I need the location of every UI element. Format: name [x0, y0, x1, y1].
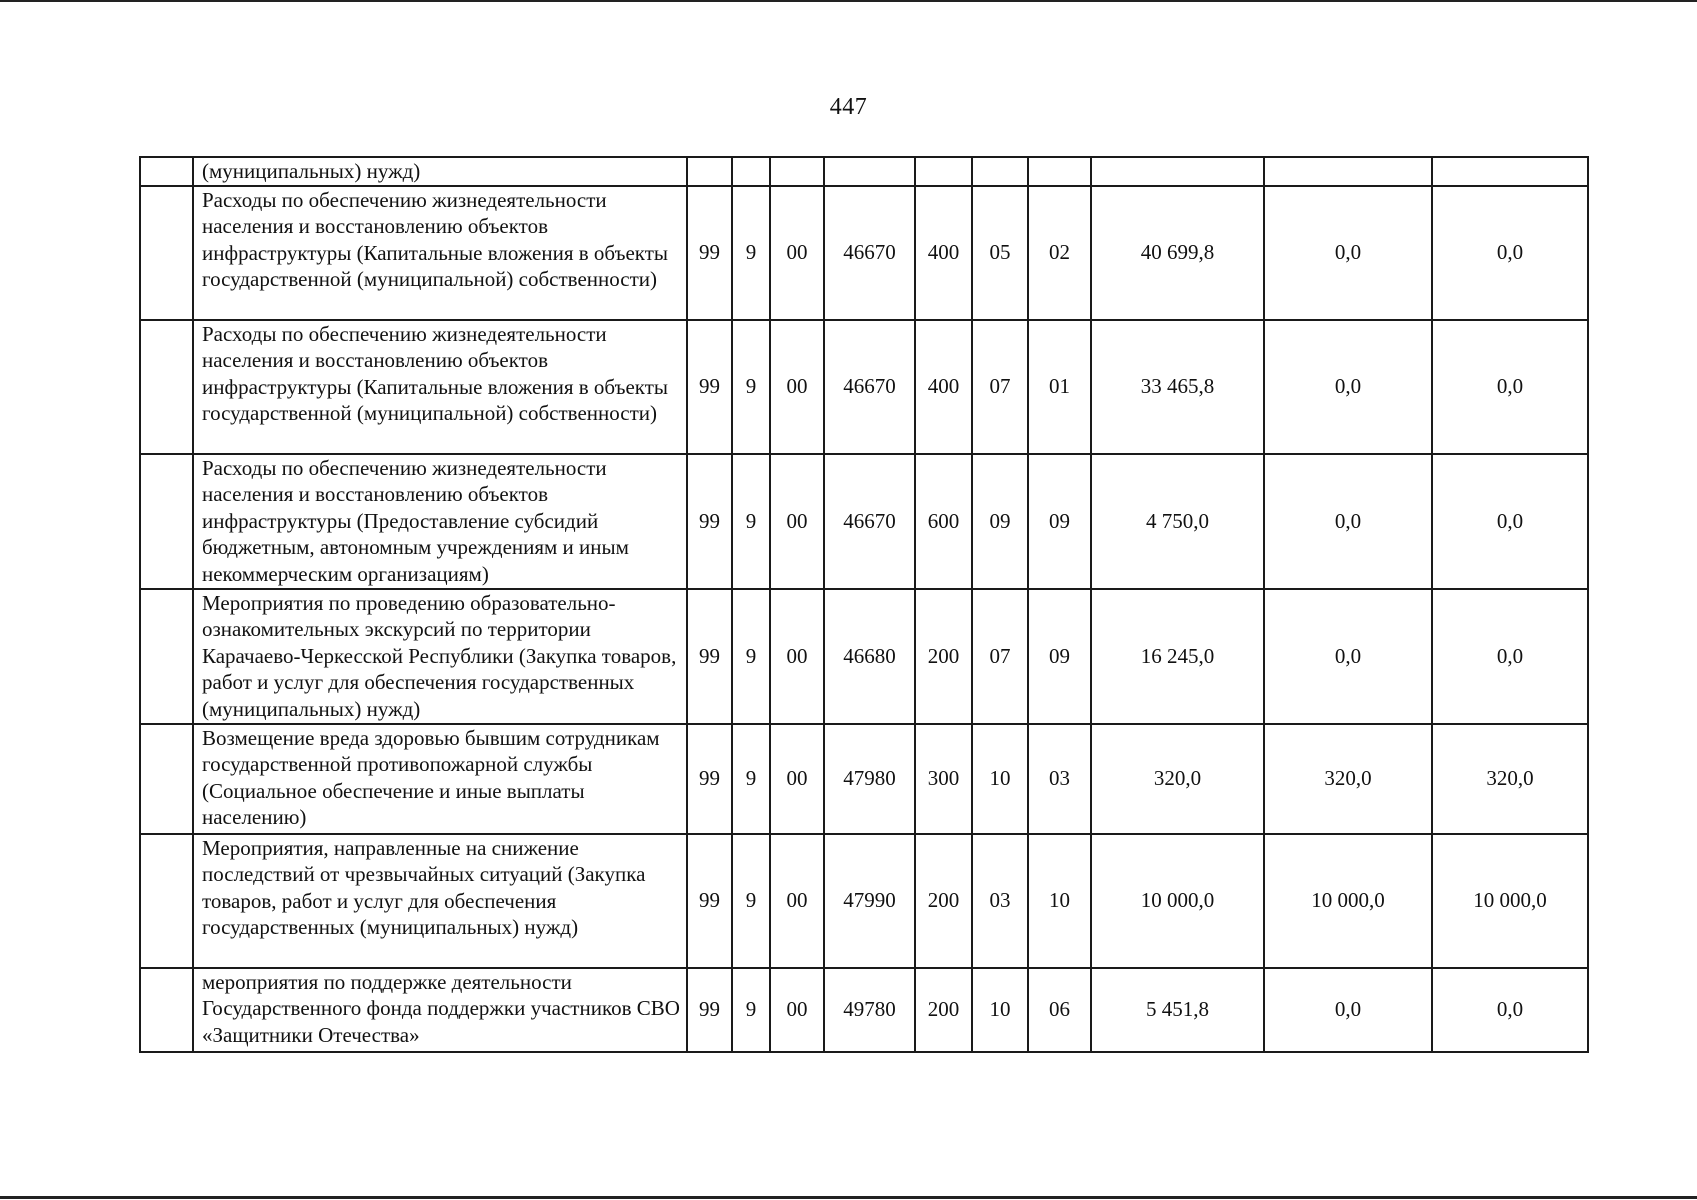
table-row — [140, 454, 1588, 589]
amount-cell: 320,0 — [1091, 724, 1264, 834]
amount-cell — [1264, 157, 1432, 186]
amount-cell: 320,0 — [1432, 724, 1588, 834]
table-row — [140, 724, 1588, 834]
code-cell: 47990 — [824, 834, 915, 968]
row-description: (муниципальных) нужд) — [193, 157, 687, 186]
table-row — [140, 589, 1588, 724]
code-cell: 09 — [972, 454, 1028, 589]
code-cell: 06 — [1028, 968, 1091, 1052]
code-cell: 99 — [687, 454, 732, 589]
code-cell: 03 — [972, 834, 1028, 968]
code-cell: 49780 — [824, 968, 915, 1052]
code-cell: 9 — [732, 968, 770, 1052]
budget-table — [139, 156, 1589, 1053]
code-cell: 400 — [915, 186, 972, 320]
amount-cell: 0,0 — [1432, 186, 1588, 320]
code-cell: 99 — [687, 589, 732, 724]
code-cell — [915, 157, 972, 186]
code-cell: 200 — [915, 968, 972, 1052]
code-cell: 10 — [972, 724, 1028, 834]
amount-cell — [1091, 157, 1264, 186]
row-description: Возмещение вреда здоровью бывшим сотрудникам государственной противопожарной службы (Социальное обеспечение и иные выплаты населению) — [193, 724, 687, 834]
amount-cell: 40 699,8 — [1091, 186, 1264, 320]
row-index-cell — [140, 157, 193, 186]
amount-cell: 0,0 — [1264, 454, 1432, 589]
code-cell: 99 — [687, 320, 732, 454]
code-cell: 200 — [915, 834, 972, 968]
code-cell: 46680 — [824, 589, 915, 724]
row-description: Расходы по обеспечению жизнедеятельности населения и восстановлению объектов инфраструктуры (Капитальные вложения в объекты государственной (муниципальной) собственности) — [193, 320, 687, 454]
code-cell: 00 — [770, 320, 824, 454]
code-cell: 00 — [770, 186, 824, 320]
code-cell: 10 — [1028, 834, 1091, 968]
row-index-cell — [140, 724, 193, 834]
amount-cell: 0,0 — [1432, 454, 1588, 589]
code-cell: 99 — [687, 968, 732, 1052]
code-cell: 9 — [732, 589, 770, 724]
table-row — [140, 186, 1588, 320]
amount-cell — [1432, 157, 1588, 186]
code-cell: 00 — [770, 589, 824, 724]
scan-edge-bottom — [0, 1196, 1697, 1199]
table-row — [140, 157, 1588, 186]
amount-cell: 320,0 — [1264, 724, 1432, 834]
scan-edge-top — [0, 0, 1697, 2]
table-row — [140, 968, 1588, 1052]
row-index-cell — [140, 589, 193, 724]
code-cell: 600 — [915, 454, 972, 589]
code-cell: 9 — [732, 186, 770, 320]
code-cell: 01 — [1028, 320, 1091, 454]
amount-cell: 10 000,0 — [1432, 834, 1588, 968]
code-cell: 00 — [770, 834, 824, 968]
row-description: Расходы по обеспечению жизнедеятельности населения и восстановлению объектов инфраструктуры (Предоставление субсидий бюджетным, автономным учреждениям и иным некоммерческим организациям) — [193, 454, 687, 589]
code-cell: 9 — [732, 320, 770, 454]
code-cell — [972, 157, 1028, 186]
row-description: мероприятия по поддержке деятельности Государственного фонда поддержки участников СВО «Защитники Отечества» — [193, 968, 687, 1052]
amount-cell: 0,0 — [1432, 968, 1588, 1052]
row-index-cell — [140, 968, 193, 1052]
amount-cell: 10 000,0 — [1264, 834, 1432, 968]
amount-cell: 0,0 — [1264, 968, 1432, 1052]
amount-cell: 10 000,0 — [1091, 834, 1264, 968]
code-cell: 300 — [915, 724, 972, 834]
code-cell: 9 — [732, 724, 770, 834]
code-cell: 09 — [1028, 589, 1091, 724]
row-index-cell — [140, 834, 193, 968]
code-cell — [732, 157, 770, 186]
code-cell: 02 — [1028, 186, 1091, 320]
code-cell — [824, 157, 915, 186]
code-cell: 09 — [1028, 454, 1091, 589]
amount-cell: 0,0 — [1432, 320, 1588, 454]
amount-cell: 0,0 — [1264, 320, 1432, 454]
amount-cell: 0,0 — [1432, 589, 1588, 724]
code-cell — [770, 157, 824, 186]
table-body — [140, 157, 1588, 1052]
amount-cell: 0,0 — [1264, 186, 1432, 320]
amount-cell: 0,0 — [1264, 589, 1432, 724]
code-cell — [1028, 157, 1091, 186]
amount-cell: 5 451,8 — [1091, 968, 1264, 1052]
code-cell: 07 — [972, 320, 1028, 454]
table-row — [140, 320, 1588, 454]
code-cell: 47980 — [824, 724, 915, 834]
page-number: 447 — [829, 94, 868, 120]
row-index-cell — [140, 454, 193, 589]
code-cell: 99 — [687, 834, 732, 968]
code-cell: 46670 — [824, 454, 915, 589]
row-index-cell — [140, 186, 193, 320]
code-cell: 9 — [732, 454, 770, 589]
code-cell: 200 — [915, 589, 972, 724]
code-cell: 00 — [770, 724, 824, 834]
row-description: Расходы по обеспечению жизнедеятельности населения и восстановлению объектов инфраструктуры (Капитальные вложения в объекты государственной (муниципальной) собственности) — [193, 186, 687, 320]
code-cell: 46670 — [824, 186, 915, 320]
amount-cell: 33 465,8 — [1091, 320, 1264, 454]
row-description: Мероприятия, направленные на снижение последствий от чрезвычайных ситуаций (Закупка товаров, работ и услуг для обеспечения государственных (муниципальных) нужд) — [193, 834, 687, 968]
code-cell: 07 — [972, 589, 1028, 724]
code-cell: 99 — [687, 186, 732, 320]
amount-cell: 16 245,0 — [1091, 589, 1264, 724]
code-cell: 05 — [972, 186, 1028, 320]
code-cell: 99 — [687, 724, 732, 834]
code-cell: 00 — [770, 454, 824, 589]
table-row — [140, 834, 1588, 968]
code-cell: 400 — [915, 320, 972, 454]
code-cell: 10 — [972, 968, 1028, 1052]
code-cell: 46670 — [824, 320, 915, 454]
code-cell: 00 — [770, 968, 824, 1052]
row-description: Мероприятия по проведению образовательно-ознакомительных экскурсий по территории Карачаево-Черкесской Республики (Закупка товаров, работ и услуг для обеспечения государственных (муниципальных) нужд) — [193, 589, 687, 724]
row-index-cell — [140, 320, 193, 454]
code-cell: 9 — [732, 834, 770, 968]
amount-cell: 4 750,0 — [1091, 454, 1264, 589]
code-cell: 03 — [1028, 724, 1091, 834]
code-cell — [687, 157, 732, 186]
